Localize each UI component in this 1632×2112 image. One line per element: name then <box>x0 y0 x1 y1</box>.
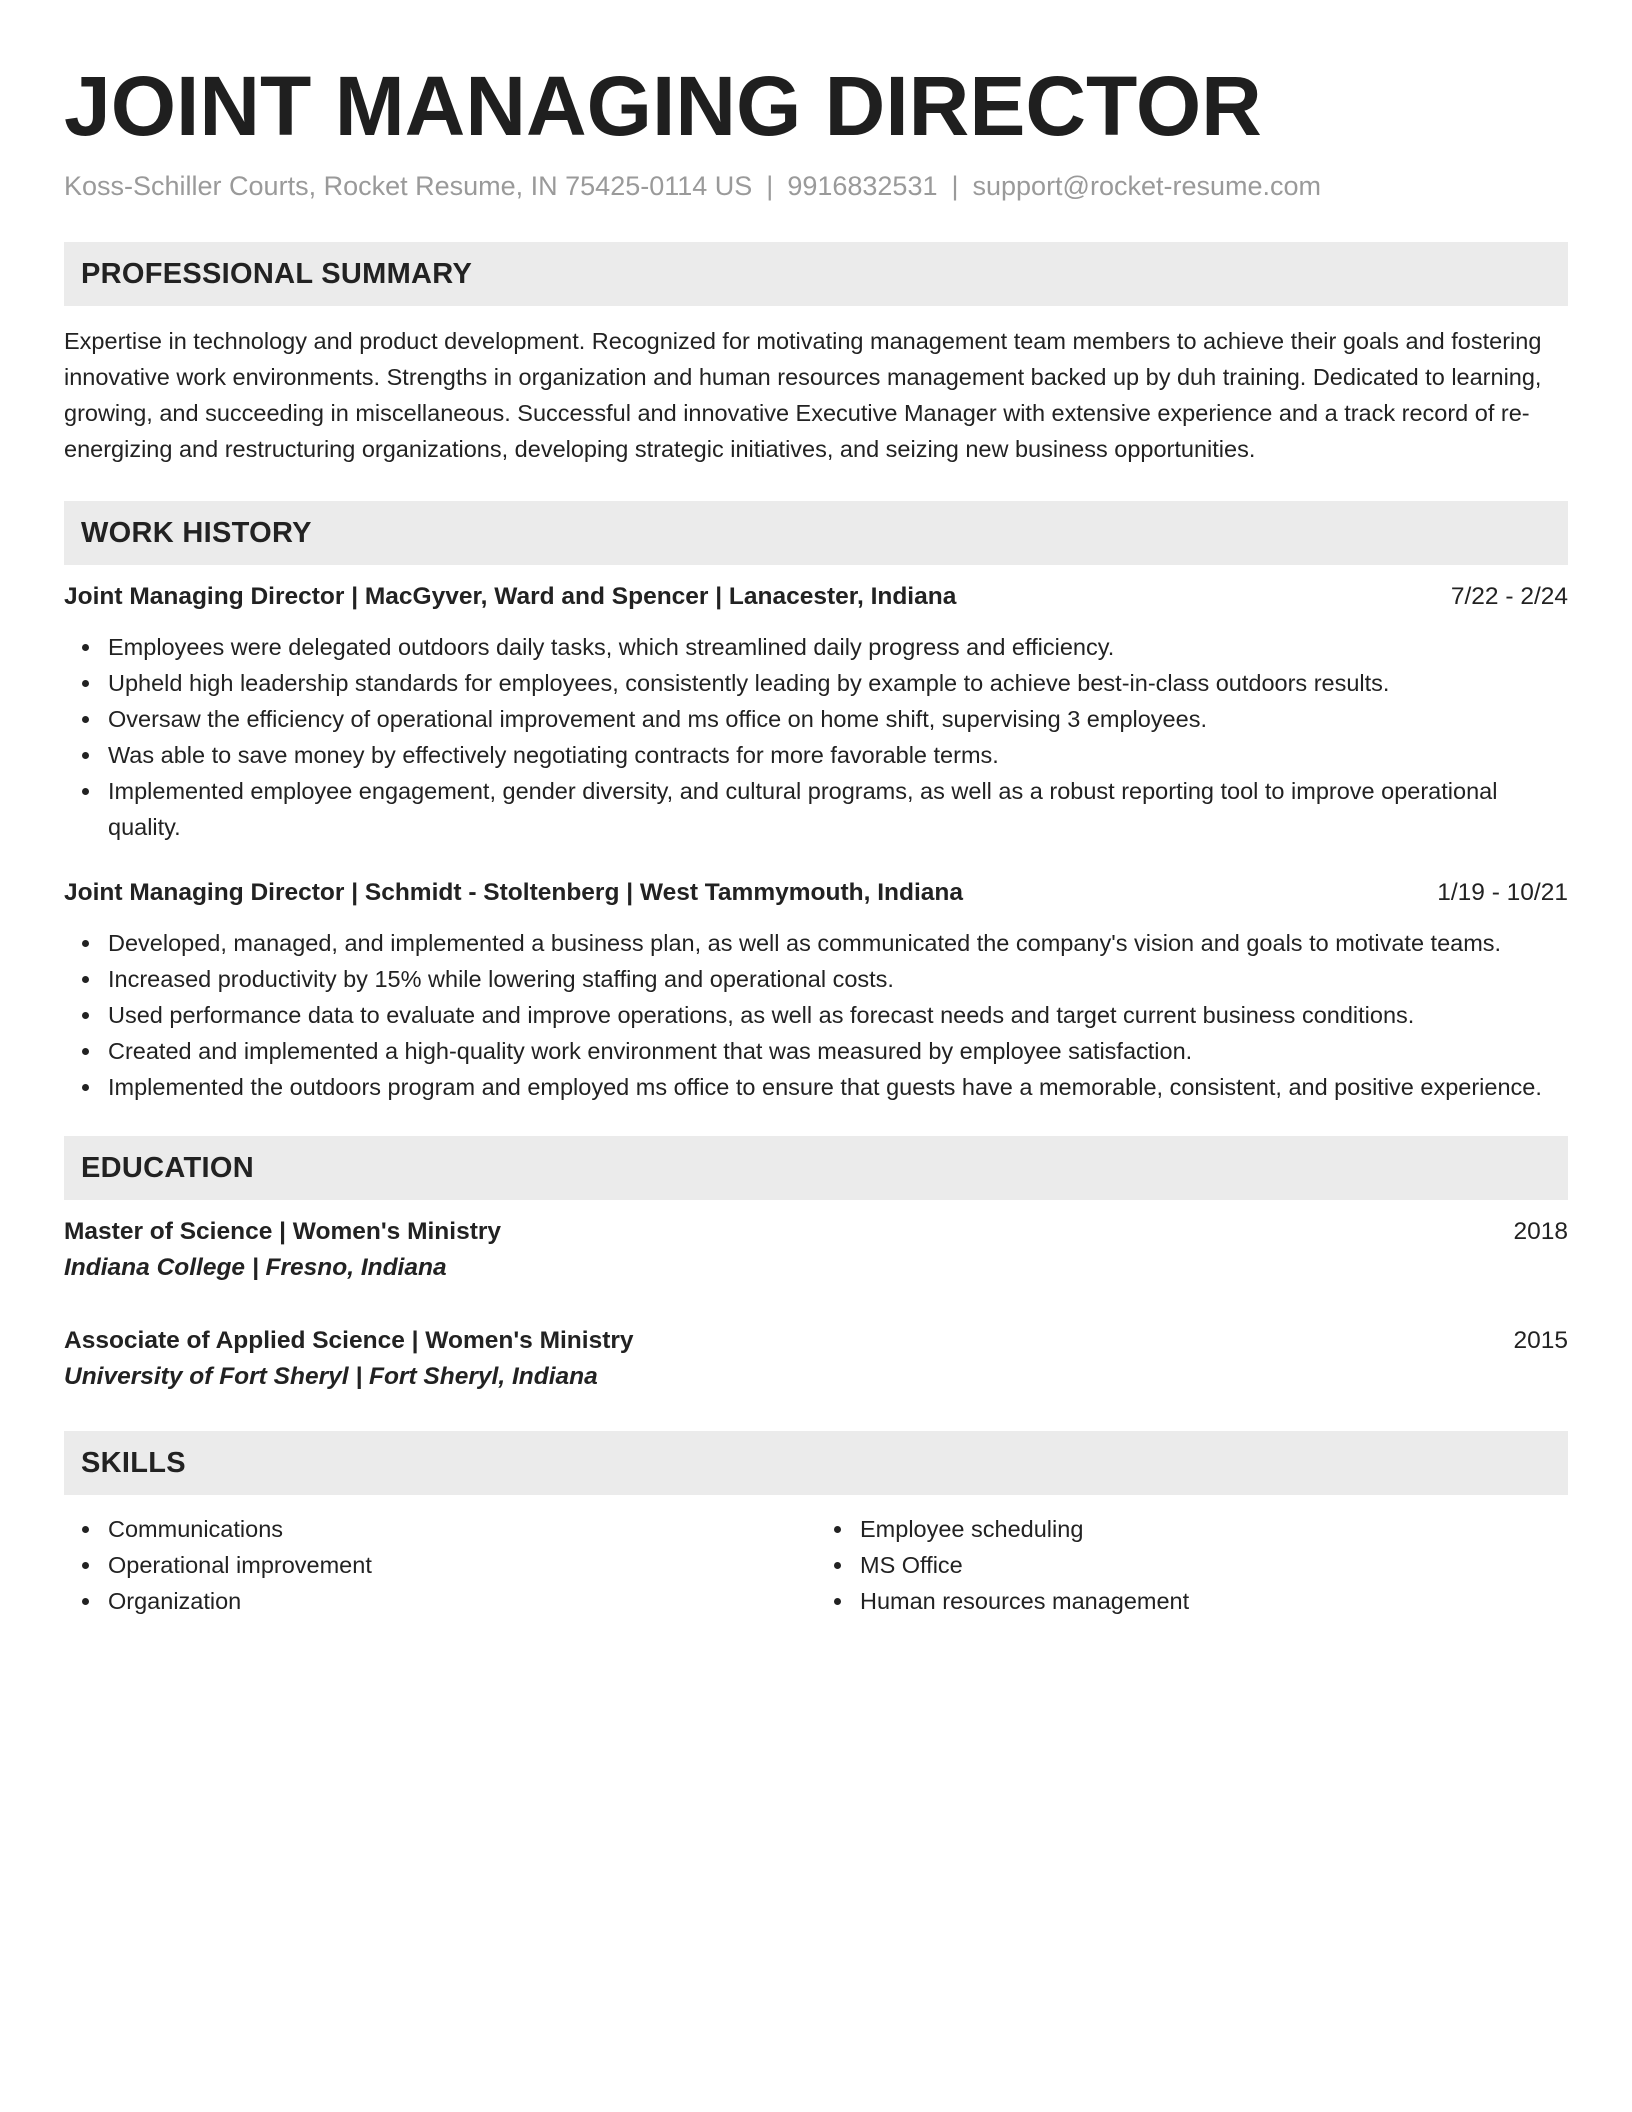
contact-line <box>64 168 1568 204</box>
education-degree: Master of Science | Women's Ministry <box>64 1218 502 1245</box>
skill-item: Operational improvement <box>108 1547 816 1583</box>
job-dates: 1/19 - 10/21 <box>1437 879 1568 906</box>
summary-text: Expertise in technology and product development. Recognized for motivating management team members to achieve their goals and fostering innovative work environments. Strengths in organization and human resources management backed up by duh training. Dedicated to learning, growing, and succeeding in miscellaneous. Successful and innovative Executive Manager with extensive experience and a track record of re-energizing and restructuring organizations, developing strategic initiatives, and seizing new business opportunities. <box>64 328 1542 462</box>
education-year: 2015 <box>1513 1327 1568 1354</box>
candidate-name: JOINT MANAGING DIRECTOR <box>64 59 1262 153</box>
education-year: 2018 <box>1513 1218 1568 1245</box>
job-heading: Joint Managing Director | MacGyver, Ward and Spencer | Lanacester, Indiana <box>64 583 957 610</box>
summary-section <box>64 242 1568 467</box>
contact-phone[interactable]: 9916832531 <box>787 171 938 201</box>
job-bullet: Increased productivity by 15% while lowering staffing and operational costs. <box>108 961 1568 997</box>
job-bullet: Implemented the outdoors program and employed ms office to ensure that guests have a memorable, consistent, and positive experience. <box>108 1069 1568 1105</box>
education-header <box>64 1214 1568 1250</box>
skills-column-left <box>64 1511 816 1619</box>
education-entry <box>64 1323 1568 1395</box>
job-header <box>64 579 1568 615</box>
job-bullets <box>64 629 1568 845</box>
skills-list <box>816 1511 1568 1619</box>
skills-grid <box>64 1511 1568 1619</box>
skill-item: Organization <box>108 1583 816 1619</box>
job-bullet: Developed, managed, and implemented a business plan, as well as communicated the company's vision and goals to motivate teams. <box>108 925 1568 961</box>
job-bullet: Created and implemented a high-quality work environment that was measured by employee satisfaction. <box>108 1033 1568 1069</box>
job-bullet: Was able to save money by effectively negotiating contracts for more favorable terms. <box>108 737 1568 773</box>
work-history-section <box>64 501 1568 1105</box>
job-bullet: Employees were delegated outdoors daily tasks, which streamlined daily progress and efficiency. <box>108 629 1568 665</box>
summary-heading: PROFESSIONAL SUMMARY <box>64 242 1568 306</box>
education-heading: EDUCATION <box>64 1136 1568 1200</box>
education-section <box>64 1136 1568 1395</box>
work-history-heading: WORK HISTORY <box>64 501 1568 565</box>
job-heading: Joint Managing Director | Schmidt - Stoltenberg | West Tammymouth, Indiana <box>64 879 963 906</box>
job-bullet: Used performance data to evaluate and improve operations, as well as forecast needs and target current business conditions. <box>108 997 1568 1033</box>
contact-separator: | <box>766 171 774 201</box>
skill-item: Human resources management <box>860 1583 1568 1619</box>
skills-section <box>64 1431 1568 1619</box>
job-entry <box>64 875 1568 1105</box>
education-header <box>64 1323 1568 1359</box>
job-bullet: Upheld high leadership standards for employees, consistently leading by example to achieve best-in-class outdoors results. <box>108 665 1568 701</box>
job-bullets <box>64 925 1568 1105</box>
skills-list <box>64 1511 816 1619</box>
contact-address: Koss-Schiller Courts, Rocket Resume, IN 75425-0114 US <box>64 171 753 201</box>
education-entry <box>64 1214 1568 1286</box>
skills-heading: SKILLS <box>64 1431 1568 1495</box>
contact-email[interactable]: support@rocket-resume.com <box>972 171 1322 201</box>
education-degree: Associate of Applied Science | Women's Ministry <box>64 1327 634 1354</box>
education-school: University of Fort Sheryl | Fort Sheryl, Indiana <box>64 1363 598 1390</box>
skill-item: Employee scheduling <box>860 1511 1568 1547</box>
job-entry <box>64 579 1568 845</box>
job-dates: 7/22 - 2/24 <box>1450 583 1568 610</box>
job-header <box>64 875 1568 911</box>
education-school: Indiana College | Fresno, Indiana <box>64 1254 447 1281</box>
job-bullet: Oversaw the efficiency of operational improvement and ms office on home shift, supervising 3 employees. <box>108 701 1568 737</box>
contact-separator: | <box>951 171 959 201</box>
job-bullet: Implemented employee engagement, gender diversity, and cultural programs, as well as a robust reporting tool to improve operational quality. <box>108 773 1568 845</box>
skills-column-right <box>816 1511 1568 1619</box>
skill-item: Communications <box>108 1511 816 1547</box>
skill-item: MS Office <box>860 1547 1568 1583</box>
